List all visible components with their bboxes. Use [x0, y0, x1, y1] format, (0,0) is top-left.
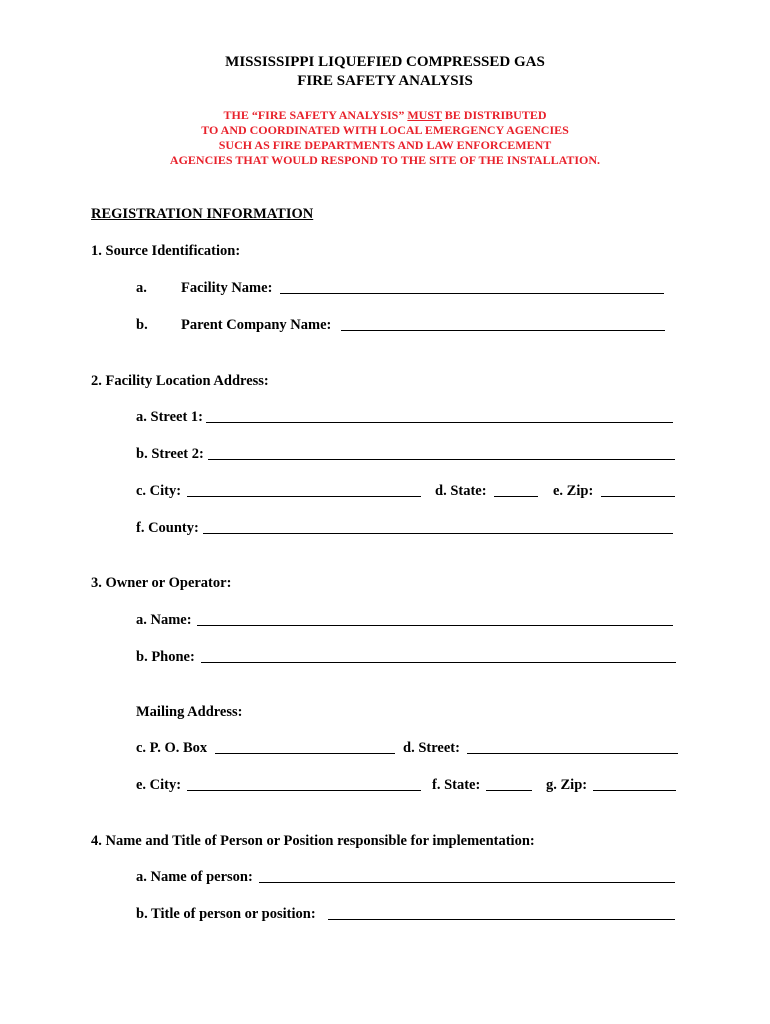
notice-text: THE “FIRE SAFETY ANALYSIS” [223, 108, 408, 122]
city-label: c. City: [136, 483, 182, 499]
notice-must-emphasis: MUST [407, 108, 442, 122]
street1-label: a. Street 1: [136, 409, 203, 425]
mailing-address-label: Mailing Address: [136, 704, 243, 720]
section-owner-operator: 3. Owner or Operator: [91, 575, 232, 591]
mailing-zip-field[interactable] [595, 777, 674, 791]
mailing-street-label: d. Street: [403, 740, 460, 756]
person-title-label: b. Title of person or position: [136, 906, 316, 922]
facility-name-label: Facility Name: [181, 280, 273, 296]
person-title-field[interactable] [330, 906, 673, 920]
notice-text: BE DISTRIBUTED [441, 108, 547, 122]
person-name-field[interactable] [261, 869, 673, 883]
notice-line1 [0, 108, 770, 123]
mailing-city-label: e. City: [136, 777, 182, 793]
section-source-identification: 1. Source Identification: [91, 243, 241, 259]
notice-line2: TO AND COORDINATED WITH LOCAL EMERGENCY AGENCIES [201, 123, 569, 137]
item-marker-a: a. [136, 280, 147, 296]
county-label: f. County: [136, 520, 199, 536]
street2-field[interactable] [210, 446, 673, 460]
mailing-zip-label: g. Zip: [546, 777, 588, 793]
registration-heading: REGISTRATION INFORMATION [91, 206, 314, 222]
zip-label: e. Zip: [553, 483, 594, 499]
facility-name-field[interactable] [282, 280, 662, 294]
county-field[interactable] [205, 520, 671, 534]
form-title-line2: FIRE SAFETY ANALYSIS [297, 73, 473, 89]
street1-field[interactable] [208, 409, 671, 423]
form-title-line1: MISSISSIPPI LIQUEFIED COMPRESSED GAS [225, 54, 545, 70]
po-box-label: c. P. O. Box [136, 740, 208, 756]
item-marker-b: b. [136, 317, 148, 333]
owner-name-label: a. Name: [136, 612, 192, 628]
parent-company-label: Parent Company Name: [181, 317, 332, 333]
mailing-city-field[interactable] [189, 777, 419, 791]
mailing-street-field[interactable] [469, 740, 676, 754]
section-facility-location: 2. Facility Location Address: [91, 373, 269, 389]
section-responsible-person: 4. Name and Title of Person or Position responsible for implementation: [91, 833, 535, 849]
owner-name-field[interactable] [199, 612, 671, 626]
po-box-field[interactable] [217, 740, 393, 754]
owner-phone-label: b. Phone: [136, 649, 195, 665]
mailing-state-field[interactable] [488, 777, 530, 791]
city-field[interactable] [189, 483, 419, 497]
notice-line4: AGENCIES THAT WOULD RESPOND TO THE SITE OF THE INSTALLATION. [169, 153, 601, 167]
street2-label: b. Street 2: [136, 446, 204, 462]
mailing-state-label: f. State: [432, 777, 481, 793]
state-field[interactable] [496, 483, 536, 497]
state-label: d. State: [435, 483, 487, 499]
parent-company-field[interactable] [343, 317, 663, 331]
owner-phone-field[interactable] [203, 649, 674, 663]
person-name-label: a. Name of person: [136, 869, 253, 885]
zip-field[interactable] [603, 483, 673, 497]
notice-line3: SUCH AS FIRE DEPARTMENTS AND LAW ENFORCEMENT [218, 138, 552, 152]
